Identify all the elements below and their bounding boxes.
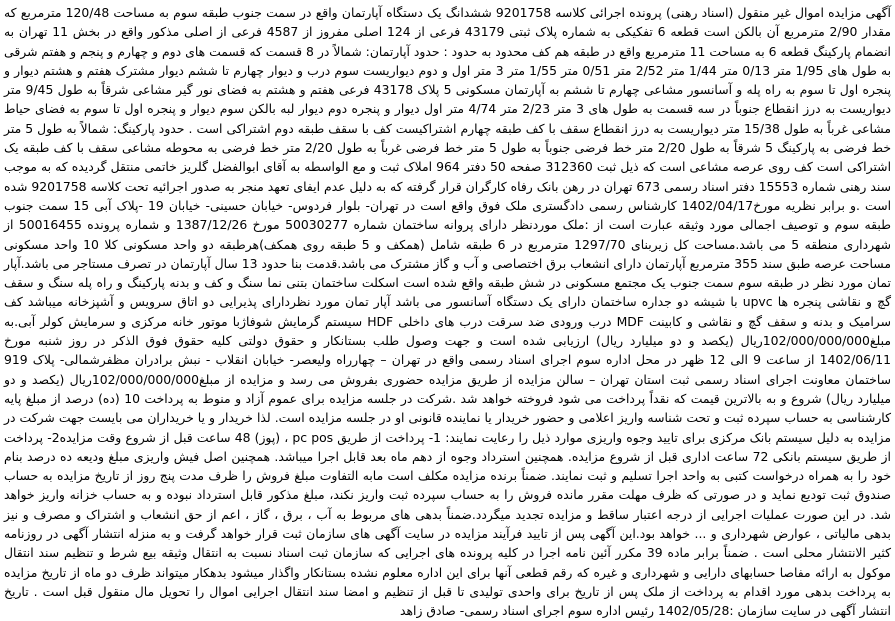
auction-notice-text: آگهی مزایده اموال غیر منقول (اسناد رهنی) پرونده اجرائی کلاسه 9201758 ششدانگ یک دستگاه آپارتمان واقع در سمت جنوب طبقه سوم به مساحت 120/48 مترمربع که مقدار 2/90 مترمربع آن بالکن است قطعه 6 تفکیکی به شماره پلاک ثبتی 43179 فرعی از 124 اصلی مفروز از 4587 فرعی از اصلی مذکور واقع در بخش 11 تهران به انضمام پارکینگ قطعه 6 به مساحت 11 مترمربع واقع در طبقه هم کف محدود به حدود : حدود آپارتمان: شمالاً در 8 قسمت که قسمت های دوم و چهارم و پنجم و هفتم شرقی به طول های 1/95 متر 0/13 متر 1/44 متر 2/52 متر 0/51 متر 1/55 متر 3 متر اول و دوم دیواریست سوم درب و دیوار چهارم تا ششم دیوار مشترک هفتم و هشتم دیوار و پنجره اول تا سوم به راه پله و آسانسور مشاعی چهارم تا ششم به آپارتمان مسکونی 5 پلاک 43178 فرعی هفتم و هشتم به فضای نور گیر مشاعی شرقاً به طول 9/45 متر دیواریست به درز انقطاع جنوباً در سه قسمت به طول های 3 متر 2/23 متر 4/74 متر اول دیوار و پنجره دوم دیوار لبه بالکن سوم دیوار و پنجره اول تا سوم به فضای حیاط مشاعی غرباً به طول 15/38 متر دیواریست به درز انقطاع سقف با کف طبقه چهارم اشتراکیست کف با سقف طبقه دوم اشتراکی است . حدود پارکینگ: شمالاً به طول 5 متر خط فرضی به پارکینگ 5 شرقاً به طول 2/20 متر خط فرضی جنوباً به طول 5 متر خط فرضی غرباً به طول 2/20 متر خط فرضی به محوطه مشاعی سقف با کف طبقه یک اشتراکی است کف روی عرصه مشاعی است که ذیل ثبت 312360 صفحه 50 دفتر 964 املاک ثبت و مع الواسطه به آقای ابوالفضل گلریز خاتمی منتقل گردیده که به موجب سند رهنی شماره 15553 دفتر اسناد رسمی 673 تهران در رهن بانک رفاه کارگران قرار گرفته که به دلیل عدم ایفای تعهد منجر به صدور اجرائیه تحت کلاسه 9201758 شده است .و برابر نظریه مورخ1402/04/17 کارشناس رسمی دادگستری ملک فوق واقع است در تهران- بلوار فردوس- خیابان حسینی- خیابان 19 -پلاک آبی 15 سمت جنوب طبقه سوم و توصیف اجمالی مورد وثیقه عبارت است از :ملک موردنظر دارای پروانه ساختمان شماره 50030277 مورخ 1387/12/26 و شماره پرونده 50016455 از شهرداری منطقه 5 می باشد.مساحت کل زیربنای 1297/70 مترمربع در 6 طبقه شامل (همکف و 5 طبقه روی همکف)هرطبقه دو واحد مسکونی کلا 10 واحد مسکونی مساحت عرصه طبق سند 355 مترمربع آپارتمان دارای انشعاب برق اختصاصی و آب و گاز مشترک می باشد.قدمت بنا حدود 13 سال آپارتمان در تصرف مستاجر می باشد.آپار تمان مورد نظر در طبقه سوم سمت جنوب یک مجتمع مسکونی در شش طبقه واقع شده است اسکلت ساختمان بتنی نما سنگ و کف و بدنه پارکینگ و راه پله سنگ و سقف گچ و نقاشی پنجره ها upvc با شیشه دو جداره ساختمان دارای یک دستگاه آسانسور می باشد آپار تمان مورد نظردارای پذیرایی دو اتاق سرویس و آشپزخانه میباشد کف سرامیک و بدنه و سقف گچ و نقاشی و کابینت MDF درب ورودی ضد سرقت درب های داخلی HDF سیستم گرمایش شوفاژبا موتور خانه مرکزی و سرمایش کولر آبی.به مبلغ102/000/000/000ریال (یکصد و دو میلیارد ریال) ارزیابی شده است و جهت وصول طلب بستانکار و حقوق دولتی کلیه حقوق فوق الذکر در روز شنبه مورخ 1402/06/11 از ساعت 9 الی 12 ظهر در محل اداره سوم اجرای اسناد رسمی واقع در تهران – چهارراه ولیعصر- خیابان انقلاب - نبش برادران مظفرشمالی- پلاک 919 ساختمان معاونت اجرای اسناد رسمی ثبت استان تهران – سالن مزایده از طریق مزایده حضوری بفروش می رسد و مزایده از مبلغ102/000/000/000ریال (یکصد و دو میلیارد ریال) شروع و به بالاترین قیمت که نقداً پرداخت می شود فروخته خواهد شد .شرکت در جلسه مزایده برای عموم آزاد و منوط به پرداخت 10 (ده) درصد از مبلغ پایه کارشناسی به حساب سپرده ثبت و تحت شناسه واریز اعلامی و حضور خریدار یا نماینده قانونی او در جلسه مزایده است. لذا خریدار و یا خریداران می بایست جهت شرکت در مزایده به دلیل سیستم بانک مرکزی برای تایید وجوه واریزی موارد ذیل را رعایت نمایند: 1- پرداخت از طریق pc pos ، (پوز) 48 ساعت قبل از شروع وقت مزایده2- پرداخت از طریق سیستم بانکی 72 ساعت اداری قبل از شروع مزایده. همچنین استرداد وجوه از دهم ماه بعد قابل اجرا میباشد. همچنین اصل فیش واریزی مبلغ ودیعه ده درصد بنام خود را به همراه درخواست کتبی به واحد اجرا تسلیم و ثبت نمایند. ضمناً برنده مزایده مکلف است مابه التفاوت مبلغ فروش را ظرف مدت پنج روز از تاریخ مزایده به حساب صندوق ثبت تودیع نماید و در صورتی که ظرف مهلت مقرر مانده فروش را به حساب سپرده ثبت واریز نکند، مبلغ مذکور قابل استرداد نبوده و به حساب خزانه واریز خواهد شد. در این صورت عملیات اجرایی از درجه اعتبار ساقط و مزایده تجدید میگردد.ضمناً بدهی های مربوط به آب ، برق ، گاز ، اعم از حق انشعاب و اشتراک و مصرف و نیز بدهی مالیاتی ، عوارض شهرداری و ... خواهد بود.این آگهی پس از تایید فرآیند مزایده در سایت آگهی های سازمان ثبت قرار خواهد گرفت و به منزله انتشار آگهی در روزنامه کثیر الانتشار محلی است . ضمناً برابر ماده 39 مکرر آئین نامه اجرا در کلیه پرونده های اجرایی که سازمان ثبت اسناد نسبت به انتقال وثیقه بیع شرط و تنظیم سند انتقال موکول به ارائه مفاصا حسابهای دارایی و شهرداری و غیره که رقم قطعی آنها برای این اداره معلوم نشده بستانکار واگذار میشود بدهکار میتواند ظرف دو ماه از تاریخ مزایده به پرداخت بدهی مورد اقدام به پرداخت از ملک پس از تاریخ برای واحدی تولیدی تا قبل از تنظیم و امضا سند انتقال اجرایی اموال را تحویل مال منقول قبل است . تاریخ انتشار آگهی در سایت سازمان :1402/05/28 رئیس اداره سوم اجرای اسناد رسمی- صادق زاهد bbox=[4, 5, 892, 619]
